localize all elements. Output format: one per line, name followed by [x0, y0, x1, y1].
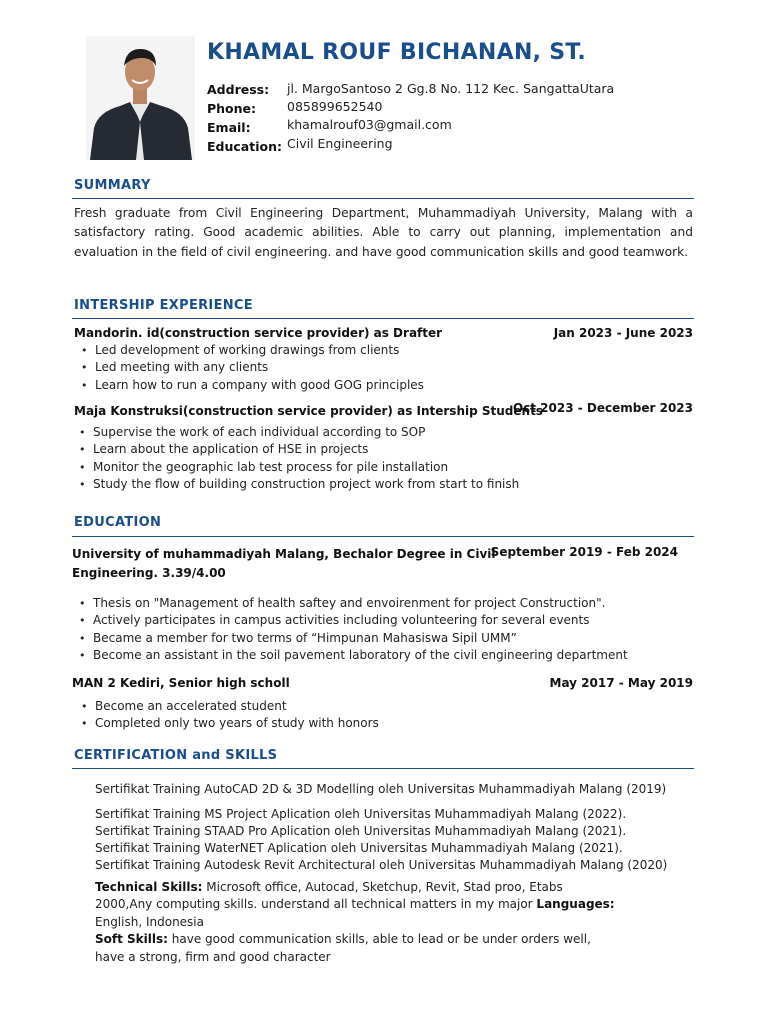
- soft-skills-text: have good communication skills, able to lead or be under orders well, have a strong, firm and good character: [95, 932, 591, 964]
- list-item: • Actively participates in campus activities including volunteering for several events: [73, 612, 628, 629]
- list-item: • Completed only two years of study with honors: [75, 715, 379, 732]
- phone-label: Phone:: [207, 101, 257, 116]
- certificate-item: Sertifikat Training WaterNET Aplication oleh Universitas Muhammadiyah Malang (2021).: [95, 841, 623, 855]
- school-date: September 2019 - Feb 2024: [490, 545, 678, 559]
- job-bullets: [75, 342, 424, 394]
- technical-skills-label: Technical Skills:: [95, 880, 203, 894]
- list-item: • Supervise the work of each individual according to SOP: [73, 424, 519, 441]
- job-title: Mandorin. id(construction service provider) as Drafter: [74, 326, 443, 340]
- person-portrait-icon: [86, 36, 195, 160]
- address-value: jl. MargoSantoso 2 Gg.8 No. 112 Kec. SangattaUtara: [287, 81, 615, 96]
- certificate-item: Sertifikat Training MS Project Aplication oleh Universitas Muhammadiyah Malang (2022).: [95, 807, 627, 821]
- email-value[interactable]: khamalrouf03@gmail.com: [287, 117, 452, 132]
- internship-heading: INTERSHIP EXPERIENCE: [74, 298, 253, 313]
- languages-text: English, Indonesia: [95, 914, 204, 929]
- profile-photo: [86, 36, 195, 160]
- education-heading: EDUCATION: [74, 515, 162, 530]
- school-title: University of muhammadiyah Malang, Bechalor Degree in Civil: [72, 547, 496, 561]
- job-date: Jan 2023 - June 2023: [553, 326, 693, 340]
- list-item: • Become an assistant in the soil pavement laboratory of the civil engineering department: [73, 647, 628, 664]
- list-item: • Learn how to run a company with good GOG principles: [75, 377, 424, 394]
- school-title: MAN 2 Kediri, Senior high scholl: [72, 676, 290, 690]
- technical-skills-text: Microsoft office, Autocad, Sketchup, Revit, Stad proo, Etabs 2000,Any computing skills. understand all technical matters in my major: [95, 880, 563, 912]
- education-divider: [72, 536, 694, 537]
- list-item: • Thesis on "Management of health saftey and envoirenment for project Construction".: [73, 595, 628, 612]
- summary-divider: [72, 198, 694, 199]
- job-title: Maja Konstruksi(construction service provider) as Intership Students: [74, 404, 543, 418]
- certification-heading: CERTIFICATION and SKILLS: [74, 748, 278, 763]
- candidate-name: KHAMAL ROUF BICHANAN, ST.: [207, 40, 587, 65]
- certificate-item: Sertifikat Training Autodesk Revit Architectural oleh Universitas Muhammadiyah Malang (2020): [95, 858, 668, 872]
- summary-heading: SUMMARY: [74, 178, 151, 193]
- certification-divider: [72, 768, 694, 769]
- list-item: • Learn about the application of HSE in projects: [73, 441, 519, 458]
- school-date: May 2017 - May 2019: [549, 676, 693, 690]
- phone-value: 085899652540: [287, 99, 383, 114]
- soft-skills-label: Soft Skills:: [95, 932, 168, 947]
- certificate-item: Sertifikat Training AutoCAD 2D & 3D Modelling oleh Universitas Muhammadiyah Malang (2019): [95, 782, 667, 796]
- job-date: Oct 2023 - December 2023: [512, 401, 693, 415]
- list-item: • Led meeting with any clients: [75, 359, 424, 376]
- list-item: • Study the flow of building construction project work from start to finish: [73, 476, 519, 493]
- school-title-line2: Engineering. 3.39/4.00: [72, 566, 226, 580]
- list-item: • Become an accelerated student: [75, 698, 379, 715]
- languages-label: Languages:: [536, 897, 615, 912]
- list-item: • Monitor the geographic lab test process for pile installation: [73, 459, 519, 476]
- skills-paragraph: [95, 879, 615, 966]
- education-value: Civil Engineering: [287, 136, 393, 151]
- school-bullets: [75, 698, 379, 733]
- internship-divider: [72, 318, 694, 319]
- list-item: • Became a member for two terms of “Himpunan Mahasiswa Sipil UMM”: [73, 630, 628, 647]
- job-bullets: [73, 424, 519, 494]
- list-item: • Led development of working drawings from clients: [75, 342, 424, 359]
- email-label: Email:: [207, 120, 251, 135]
- education-label: Education:: [207, 139, 282, 154]
- address-label: Address:: [207, 82, 270, 97]
- summary-text: Fresh graduate from Civil Engineering Department, Muhammadiyah University, Malang with a satisfactory rating. Good academic abilities. Able to carry out planning, implementation and evaluation in the field of civil engineering. and have good communication skills and good teamwork.: [74, 206, 693, 259]
- certificate-item: Sertifikat Training STAAD Pro Aplication oleh Universitas Muhammadiyah Malang (2021).: [95, 824, 627, 838]
- school-bullets: [73, 595, 628, 665]
